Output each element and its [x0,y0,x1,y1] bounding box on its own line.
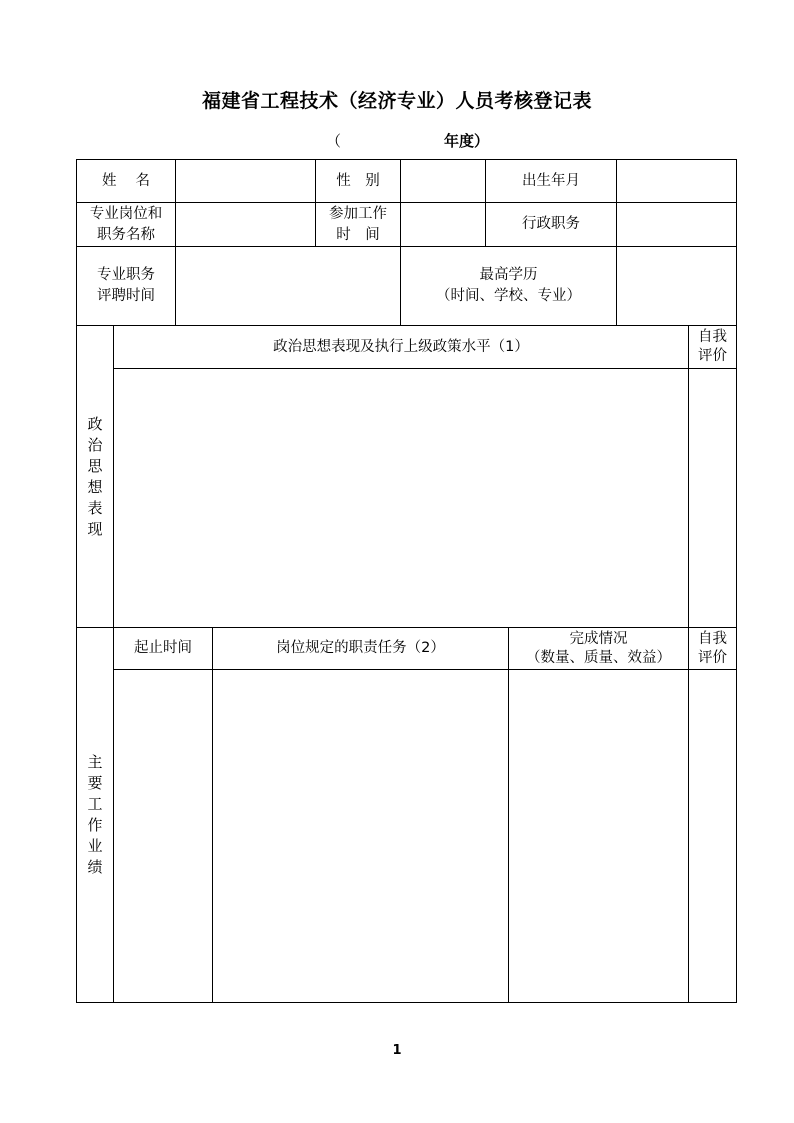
political-section-text: 政治思想表现 [87,414,103,538]
self-eval-label-2: 自我 评价 [698,630,727,666]
completion-field[interactable] [509,670,688,1002]
work-self-eval-field[interactable] [689,670,736,1002]
admin-post-field[interactable] [617,203,736,246]
rule [76,1002,737,1003]
political-content-field[interactable] [114,369,688,627]
year-open-paren: （ [326,132,342,150]
duties-header: 岗位规定的职责任务（2） [276,640,445,656]
education-field[interactable] [617,247,736,325]
gender-field[interactable] [401,160,485,202]
position-title-field[interactable] [176,203,315,246]
page-title: 福建省工程技术（经济专业）人员考核登记表 [201,90,592,112]
period-header: 起止时间 [134,640,192,656]
appointment-time-label: 专业职务 评聘时间 [97,267,155,304]
completion-header: 完成情况 （数量、质量、效益） [526,630,671,666]
birth-field[interactable] [617,160,736,202]
duties-field[interactable] [213,670,508,1002]
period-field[interactable] [114,670,212,1002]
appointment-time-field[interactable] [176,247,400,325]
year-label: 年度） [444,132,490,150]
work-section-text: 主要工作业绩 [87,753,103,876]
education-label: 最高学历 （时间、学校、专业） [436,267,581,304]
work-section-label [77,628,113,1002]
birth-label: 出生年月 [522,172,580,189]
work-start-field[interactable] [401,203,485,246]
gender-label: 性 别 [336,172,380,189]
admin-post-label: 行政职务 [522,216,580,232]
political-self-eval-field[interactable] [689,369,736,627]
political-header: 政治思想表现及执行上级政策水平（1） [273,338,529,355]
self-eval-label-1: 自我 评价 [698,329,727,364]
name-field[interactable] [176,160,315,202]
name-label: 姓 名 [101,172,151,189]
position-title-label: 专业岗位和 职务名称 [89,205,163,243]
work-start-label: 参加工作 时 间 [329,205,387,243]
rule [736,159,737,1003]
page-number: 1 [392,1043,402,1058]
political-section-label [77,326,113,627]
